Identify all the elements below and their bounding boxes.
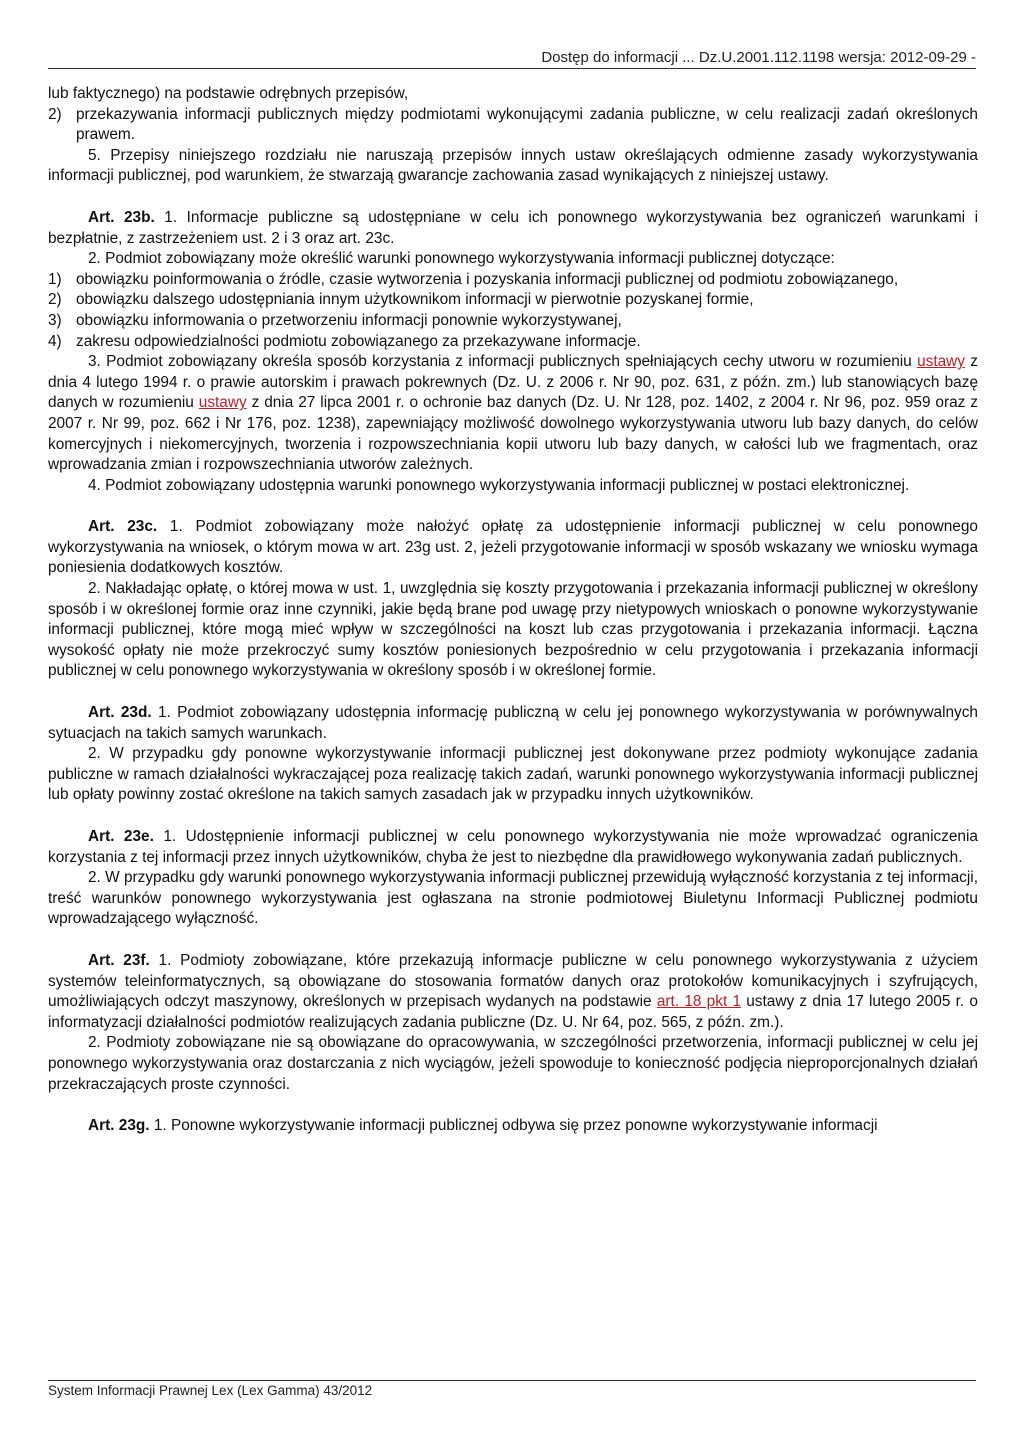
art-23b-paragraph-1: Art. 23b. 1. Informacje publiczne są udostępniane w celu ich ponownego wykorzystywania bez ograniczeń warunkami i bezpłatnie, z zastrzeżeniem ust. 2 i 3 oraz art. 23c.	[48, 208, 978, 247]
art-23c-paragraph-2: 2. Nakładając opłatę, o której mowa w ust. 1, uwzględnia się koszty przygotowania i przekazania informacji publicznej w określony sposób i w określonej formie oraz inne czynniki, jakie będą brane pod uwagę przy nietypowych wnioskach o ponowne wykorzystywanie informacji publicznej, które mogą mieć wpływ w szczególności na koszt lub czas przygotowania i przekazania informacji. Łączna wysokość opłaty nie może przekroczyć sumy kosztów poniesionych bezpośrednio w celu przygotowania i przekazania informacji publicznej w celu ponownego wykorzystywania w określony sposób i w określonej formie.	[48, 580, 978, 680]
page-footer	[48, 1380, 976, 1398]
list-item-number: 2)	[48, 291, 62, 309]
art-23e-paragraph-2: 2. W przypadku gdy warunki ponownego wykorzystywania informacji publicznej przewidują wyłączność korzystania z tej informacji, treść warunków ponownego wykorzystywania jest ogłaszana na stronie podmiotowej Biuletynu Informacji Publicznej podmiotu wprowadzającego wyłączność.	[48, 869, 978, 928]
list-item	[48, 332, 978, 353]
list-item-text: obowiązku dalszego udostępniania innym użytkownikom informacji w pierwotnie pozyskanej formie,	[76, 291, 754, 309]
list-item-number: 1)	[48, 270, 62, 288]
list-item	[48, 105, 978, 146]
list-item	[48, 311, 978, 332]
list-item-number: 3)	[48, 311, 62, 329]
footer-source: System Informacji Prawnej Lex (Lex Gamma) 43/2012	[48, 1383, 373, 1398]
document-body	[48, 84, 978, 1137]
paragraph-continuation: lub faktycznego) na podstawie odrębnych przepisów,	[48, 85, 409, 102]
list-item	[48, 270, 978, 291]
art-23f-paragraph-1: Art. 23f. 1. Podmioty zobowiązane, które przekazują informacje publiczne w celu ponownego wykorzystywania z użyciem systemów teleinformatycznych, są obowiązane do stosowania formatów danych oraz protokołów komunikacyjnych i szyfrujących, umożliwiających odczyt maszynowy, określonych w przepisach wydanych na podstawie art. 18 pkt 1 ustawy z dnia 17 lutego 2005 r. o informatyzacji działalności podmiotów realizujących zadania publiczne (Dz. U. Nr 64, poz. 565, z późn. zm.).	[48, 951, 978, 1031]
paragraph-5: 5. Przepisy niniejszego rozdziału nie naruszają przepisów innych ustaw określających odmienne zasady wykorzystywania informacji publicznej, pod warunkiem, że stwarzają gwarancje zachowania zasad wynikających z niniejszej ustawy.	[48, 146, 978, 185]
list-item-text: obowiązku poinformowania o źródle, czasie wytworzenia i pozyskania informacji publicznej od podmiotu zobowiązanego,	[76, 270, 899, 288]
art-23d-label: Art. 23d.	[88, 704, 152, 722]
informatization-act-link[interactable]: art. 18 pkt 1	[656, 993, 742, 1011]
list-item	[48, 290, 978, 311]
art-23b-label: Art. 23b.	[88, 208, 155, 226]
art-23f-paragraph-2: 2. Podmioty zobowiązane nie są obowiązane do opracowywania, w szczególności przetworzenia, informacji publicznej w celu jej ponownego wykorzystywania oraz dostarczania z nich wyciągów, jeżeli spowoduje to konieczność podjęcia nieproporcjonalnych działań przekraczających proste czynności.	[48, 1034, 978, 1093]
database-act-link[interactable]: ustawy	[198, 394, 247, 412]
art-23c-label: Art. 23c.	[88, 518, 158, 536]
copyright-act-link[interactable]: ustawy	[917, 353, 965, 371]
art-23f-label: Art. 23f.	[88, 951, 150, 969]
art-23d-paragraph-1: Art. 23d. 1. Podmiot zobowiązany udostępnia informację publiczną w celu jej ponownego wykorzystywania w porównywalnych sytuacjach na takich samych warunkach.	[48, 704, 978, 742]
art-23b-paragraph-4: 4. Podmiot zobowiązany udostępnia warunki ponownego wykorzystywania informacji publicznej w postaci elektronicznej.	[88, 476, 910, 494]
list-item-text: zakresu odpowiedzialności podmiotu zobowiązanego za przekazywane informacje.	[76, 332, 641, 350]
art-23g-paragraph-1: Art. 23g. 1. Ponowne wykorzystywanie informacji publicznej odbywa się przez ponowne wykorzystywanie informacji	[88, 1117, 878, 1135]
list-item-text: przekazywania informacji publicznych między podmiotami wykonującymi zadania publiczne, w celu realizacji zadań określonych prawem.	[76, 105, 978, 144]
art-23d-paragraph-2: 2. W przypadku gdy ponowne wykorzystywanie informacji publicznej jest dokonywane przez podmioty wykonujące zadania publiczne w ramach działalności wykraczającej poza realizację takich zadań, warunki ponownego wykorzystywania informacji publicznej lub opłaty powinny zostać określone na takich samych zasadach jak w przypadku innych użytkowników.	[48, 745, 978, 804]
page-header	[48, 20, 976, 69]
list-item-text: obowiązku informowania o przetworzeniu informacji ponownie wykorzystywanej,	[76, 311, 622, 329]
art-23e-label: Art. 23e.	[88, 828, 154, 845]
list-item-number: 2)	[48, 105, 62, 123]
art-23b-paragraph-3: 3. Podmiot zobowiązany określa sposób korzystania z informacji publicznych spełniających cechy utworu w rozumieniu ustawy z dnia 4 lutego 1994 r. o prawie autorskim i prawach pokrewnych (Dz. U. z 2006 r. Nr 90, poz. 631, z późn. zm.) lub stanowiących bazę danych w rozumieniu ustawy z dnia 27 lipca 2001 r. o ochronie baz danych (Dz. U. Nr 128, poz. 1402, z 2004 r. Nr 96, poz. 959 oraz z 2007 r. Nr 99, poz. 662 i Nr 176, poz. 1238), zapewniający możliwość dowolnego wykorzystywania utworu lub bazy danych, do celów komercyjnych i niekomercyjnych, tworzenia i rozpowszechniania kopii utworu lub bazy danych, w całości lub we fragmentach, oraz wprowadzania zmian i rozpowszechniania utworów zależnych.	[48, 353, 978, 474]
art-23b-paragraph-2: 2. Podmiot zobowiązany może określić warunki ponownego wykorzystywania informacji publicznej dotyczące:	[88, 250, 835, 268]
list-item-number: 4)	[48, 332, 62, 350]
art-23g-label: Art. 23g.	[88, 1117, 150, 1135]
art-23e-paragraph-1: Art. 23e. 1. Udostępnienie informacji publicznej w celu ponownego wykorzystywania nie może wprowadzać ograniczenia korzystania z tej informacji przez innych użytkowników, chyba że jest to niezbędne dla prawidłowego wykonywania zadań publicznych.	[48, 828, 978, 866]
art-23c-paragraph-1: Art. 23c. 1. Podmiot zobowiązany może nałożyć opłatę za udostępnienie informacji publicznej w celu ponownego wykorzystywania na wniosek, o którym mowa w art. 23g ust. 2, jeżeli przygotowanie informacji w sposób wskazany we wniosku wymaga poniesienia dodatkowych kosztów.	[48, 518, 978, 577]
header-citation: Dostęp do informacji ... Dz.U.2001.112.1198 wersja: 2012-09-29 -	[541, 49, 976, 66]
